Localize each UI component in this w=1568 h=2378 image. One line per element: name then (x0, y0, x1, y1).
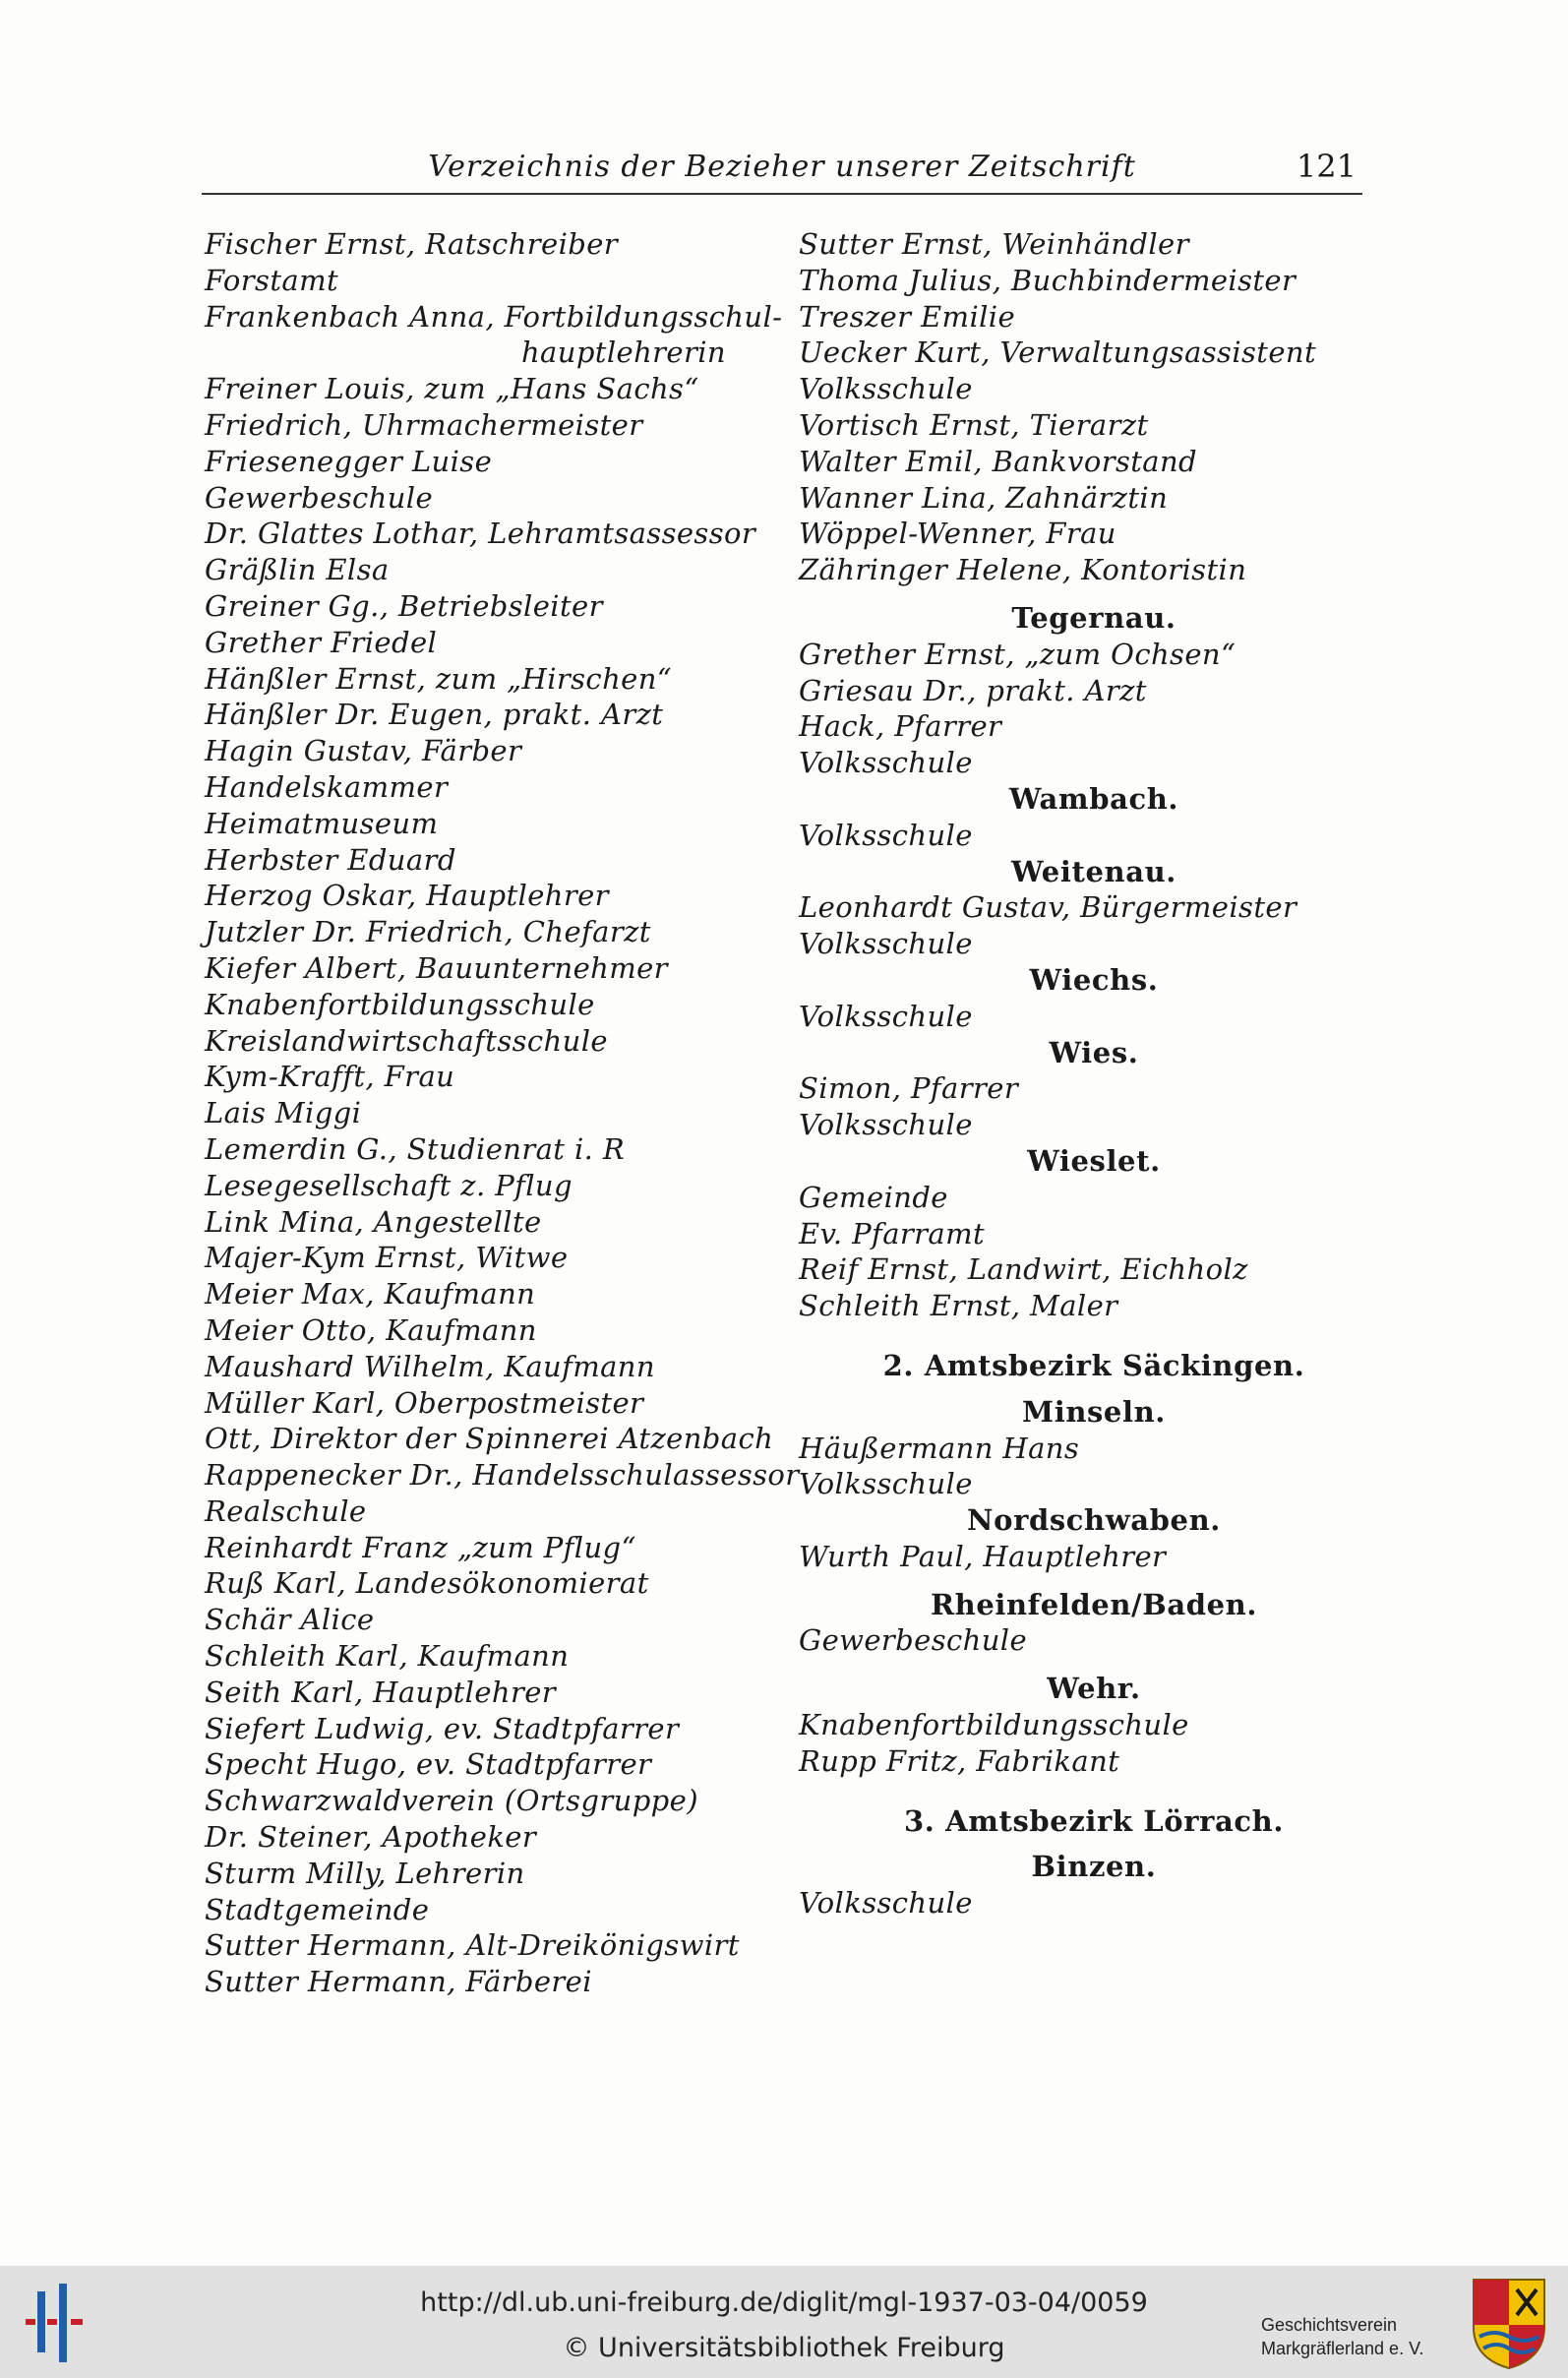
subscriber-entry: Gemeinde (799, 1180, 948, 1214)
subscriber-entry: Herzog Oskar, Hauptlehrer (205, 879, 609, 913)
subscriber-entry: Meier Max, Kaufmann (205, 1277, 536, 1311)
subscriber-entry: Schär Alice (205, 1603, 375, 1637)
coat-of-arms-icon (1470, 2276, 1548, 2370)
subscriber-entry: Reif Ernst, Landwirt, Eichholz (799, 1252, 1248, 1287)
subscriber-entry: Volksschule (799, 1108, 973, 1142)
place-heading: Weitenau. (1011, 854, 1176, 888)
subscriber-entry: Volksschule (799, 927, 973, 961)
subscriber-entry: Lesegesellschaft z. Pflug (205, 1168, 573, 1202)
place-heading: Wiechs. (1029, 962, 1159, 997)
subscriber-entry: Greiner Gg., Betriebsleiter (205, 588, 603, 623)
subscriber-entry: Rappenecker Dr., Handelsschulassessor (205, 1458, 800, 1493)
society-name-line-1: Geschichtsverein (1261, 2315, 1398, 2335)
place-heading: Minseln. (1022, 1394, 1166, 1429)
subscriber-entry: Sutter Ernst, Weinhändler (799, 227, 1189, 261)
society-name (1261, 2313, 1458, 2360)
subscriber-entry: Dr. Steiner, Apotheker (205, 1820, 537, 1855)
subscriber-entry: Volksschule (799, 1886, 973, 1921)
subscriber-entry: Heimatmuseum (205, 806, 439, 840)
subscriber-entry: Ott, Direktor der Spinnerei Atzenbach (205, 1422, 774, 1456)
place-heading: Rheinfelden/Baden. (930, 1587, 1258, 1621)
subscriber-entry: Grether Friedel (205, 625, 438, 659)
subscriber-entry: Meier Otto, Kaufmann (205, 1312, 537, 1347)
subscriber-entry: Maushard Wilhelm, Kaufmann (205, 1349, 655, 1383)
copyright-notice: © Universitätsbibliothek Freiburg (563, 2333, 1005, 2363)
footer-bar (0, 2266, 1568, 2378)
subscriber-entry: Volksschule (799, 746, 973, 780)
district-heading: 3. Amtsbezirk Lörrach. (903, 1803, 1285, 1838)
place-heading: Wieslet. (1027, 1143, 1161, 1178)
subscriber-entry: Herbster Eduard (205, 842, 456, 877)
subscriber-entry: Reinhardt Franz „zum Pflug“ (205, 1530, 636, 1564)
subscriber-entry: Wöppel-Wenner, Frau (799, 517, 1116, 551)
subscriber-entry: Hagin Gustav, Färber (205, 734, 522, 768)
subscriber-entry: Majer-Kym Ernst, Witwe (205, 1241, 569, 1275)
subscriber-entry: Schleith Ernst, Maler (799, 1289, 1118, 1323)
subscriber-entry: Specht Hugo, ev. Stadtpfarrer (205, 1747, 652, 1782)
society-name-line-2: Markgräflerland e. V. (1261, 2339, 1424, 2358)
subscriber-entry: Friesenegger Luise (205, 444, 493, 478)
subscriber-entry: Friedrich, Uhrmachermeister (205, 407, 643, 442)
subscriber-entry: Gewerbeschule (799, 1623, 1028, 1658)
subscriber-entry: Volksschule (799, 1467, 973, 1501)
subscriber-entry: Vortisch Ernst, Tierarzt (799, 407, 1149, 442)
subscriber-entry: Knabenfortbildungsschule (205, 987, 595, 1021)
subscriber-entry: Gräßlin Elsa (205, 553, 390, 587)
subscriber-entry: Kreislandwirtschaftsschule (205, 1023, 608, 1058)
subscriber-entry: Schleith Karl, Kaufmann (205, 1639, 570, 1674)
subscriber-entry: Schwarzwaldverein (Ortsgruppe) (205, 1784, 698, 1818)
subscriber-entry: Dr. Glattes Lothar, Lehramtsassessor (205, 517, 756, 551)
subscriber-entry: Griesau Dr., prakt. Arzt (799, 673, 1147, 707)
place-heading: Wies. (1049, 1035, 1139, 1069)
subscriber-entry: Volksschule (799, 818, 973, 852)
subscriber-entry: Lemerdin G., Studienrat i. R (205, 1131, 626, 1166)
subscriber-entry: Seith Karl, Hauptlehrer (205, 1675, 557, 1709)
subscriber-entry: Stadtgemeinde (205, 1892, 430, 1926)
subscriber-entry: Walter Emil, Bankvorstand (799, 444, 1198, 478)
running-title: Verzeichnis der Bezieher unserer Zeitschrift (428, 150, 1136, 184)
page-number: 121 (1296, 148, 1357, 185)
subscriber-entry: Wurth Paul, Hauptlehrer (799, 1539, 1167, 1573)
subscriber-entry: Frankenbach Anna, Fortbildungsschul- (205, 299, 783, 334)
subscriber-entry: Freiner Louis, zum „Hans Sachs“ (205, 372, 699, 406)
subscriber-entry: Gewerbeschule (205, 480, 434, 515)
subscriber-entry: Hänßler Ernst, zum „Hirschen“ (205, 661, 673, 696)
subscriber-entry: Volksschule (799, 372, 973, 406)
subscriber-entry: Kiefer Albert, Bauunternehmer (205, 950, 668, 985)
place-heading: Wambach. (1008, 781, 1179, 816)
subscriber-entry: Sturm Milly, Lehrerin (205, 1856, 525, 1890)
subscriber-entry: Knabenfortbildungsschule (799, 1708, 1189, 1742)
subscriber-entry: Ev. Pfarramt (799, 1216, 986, 1250)
subscriber-entry: Häußermann Hans (799, 1431, 1080, 1465)
subscriber-entry: Volksschule (799, 999, 973, 1033)
subscriber-entry: Link Mina, Angestellte (205, 1204, 542, 1239)
subscriber-entry-continuation: hauptlehrerin (520, 335, 726, 370)
subscriber-entry: Zähringer Helene, Kontoristin (799, 553, 1247, 587)
subscriber-entry: Treszer Emilie (799, 299, 1016, 334)
subscriber-entry: Leonhardt Gustav, Bürgermeister (799, 890, 1297, 925)
place-heading: Wehr. (1047, 1672, 1141, 1706)
document-url[interactable]: http://dl.ub.uni-freiburg.de/diglit/mgl-1937-03-04/0059 (420, 2287, 1148, 2318)
subscriber-entry: Wanner Lina, Zahnärztin (799, 480, 1169, 515)
subscriber-entry: Grether Ernst, „zum Ochsen“ (799, 637, 1236, 671)
subscriber-entry: Hänßler Dr. Eugen, prakt. Arzt (205, 698, 664, 732)
subscriber-entry: Thoma Julius, Buchbindermeister (799, 263, 1297, 297)
place-heading: Tegernau. (1011, 600, 1176, 635)
subscriber-entry: Handelskammer (205, 769, 449, 804)
running-head (202, 146, 1362, 195)
subscriber-entry: Fischer Ernst, Ratschreiber (205, 227, 619, 261)
subscriber-entry: Lais Miggi (205, 1096, 362, 1130)
subscriber-entry: Realschule (205, 1494, 367, 1528)
district-heading: 2. Amtsbezirk Säckingen. (882, 1348, 1305, 1382)
subscriber-entry: Sutter Hermann, Färberei (205, 1965, 592, 1999)
subscriber-entry: Jutzler Dr. Friedrich, Chefarzt (205, 915, 651, 949)
subscriber-entry: Kym-Krafft, Frau (205, 1060, 455, 1094)
subscriber-entry: Hack, Pfarrer (799, 709, 1002, 744)
subscriber-entry: Sutter Hermann, Alt-Dreikönigswirt (205, 1928, 740, 1963)
right-column (799, 226, 1389, 1921)
subscriber-entry: Rupp Fritz, Fabrikant (799, 1743, 1120, 1778)
subscriber-entry: Ruß Karl, Landesökonomierat (205, 1566, 649, 1601)
subscriber-entry: Simon, Pfarrer (799, 1071, 1019, 1106)
place-heading: Nordschwaben. (967, 1503, 1221, 1538)
left-column (205, 226, 800, 2000)
subscriber-entry: Siefert Ludwig, ev. Stadtpfarrer (205, 1711, 680, 1745)
subscriber-entry: Müller Karl, Oberpostmeister (205, 1385, 644, 1420)
subscriber-entry: Uecker Kurt, Verwaltungsassistent (799, 335, 1317, 370)
subscriber-entry: Forstamt (205, 263, 339, 297)
place-heading: Binzen. (1031, 1850, 1157, 1884)
